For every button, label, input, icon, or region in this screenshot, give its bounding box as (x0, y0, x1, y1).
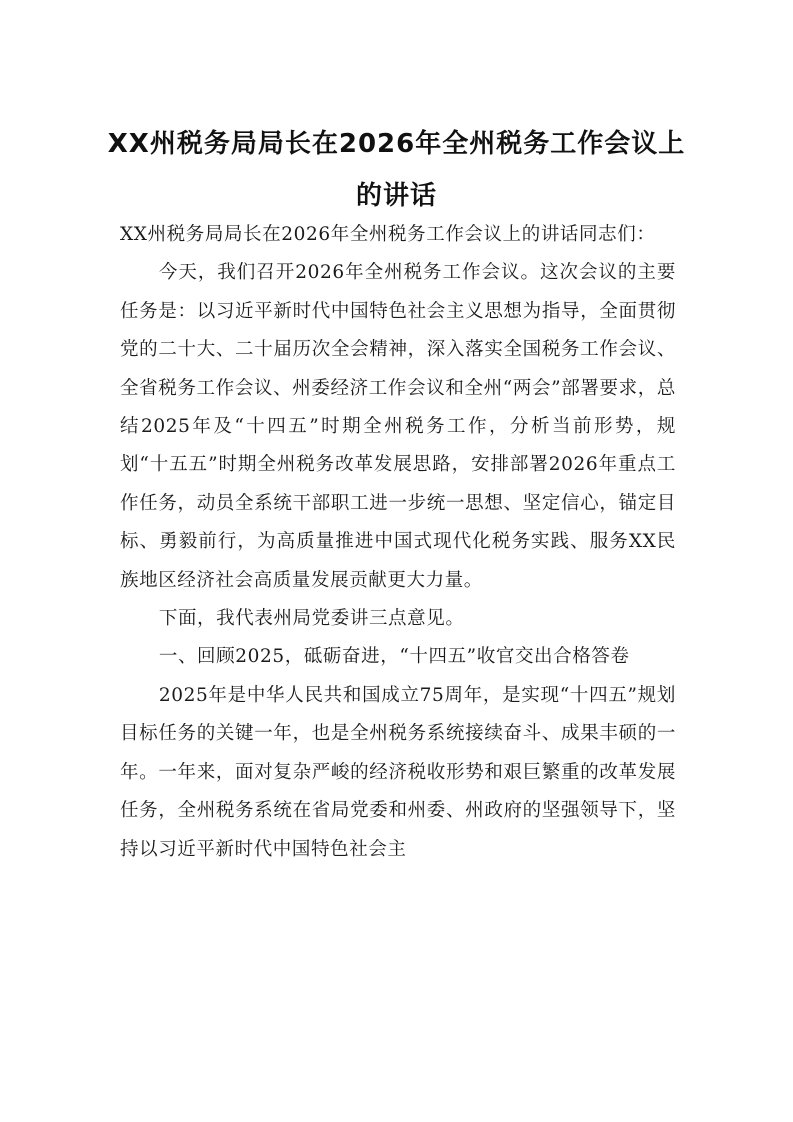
document-title: XX州税务局局长在2026年全州税务工作会议上的讲话 (107, 129, 686, 211)
document-body (120, 216, 676, 869)
transition-paragraph: 下面，我代表州局党委讲三点意见。 (158, 608, 465, 630)
salutation-paragraph: XX州税务局局长在2026年全州税务工作会议上的讲话同志们： (120, 224, 656, 245)
opening-paragraph: 今天，我们召开2026年全州税务工作会议。这次会议的主要任务是：以习近平新时代中国特色社会主义思想为指导，全面贯彻党的二十大、二十届历次全会精神，深入落实全国税务工作会议、全省税务工作会议、州委经济工作会议和全州“两会”部署要求，总结2025年及“十四五”时期全州税务工作，分析当前形势，规划“十五五”时期全州税务改革发展思路，安排部署2026年重点工作任务，动员全系统干部职工进一步统一思想、坚定信心，锚定目标、勇毅前行，为高质量推进中国式现代化税务实践、服务XX民族地区经济社会高质量发展贡献更大力量。 (120, 262, 676, 591)
section-heading-1: 一、回顾2025，砥砺奋进，“十四五”收官交出合格答卷 (158, 646, 630, 668)
review-paragraph: 2025年是中华人民共和国成立75周年，是实现“十四五”规划目标任务的关键一年，也是全州税务系统接续奋斗、成果丰硕的一年。一年来，面对复杂严峻的经济税收形势和艰巨繁重的改革发展任务，全州税务系统在省局党委和州委、州政府的坚强领导下，坚持以习近平新时代中国特色社会主 (120, 684, 676, 860)
